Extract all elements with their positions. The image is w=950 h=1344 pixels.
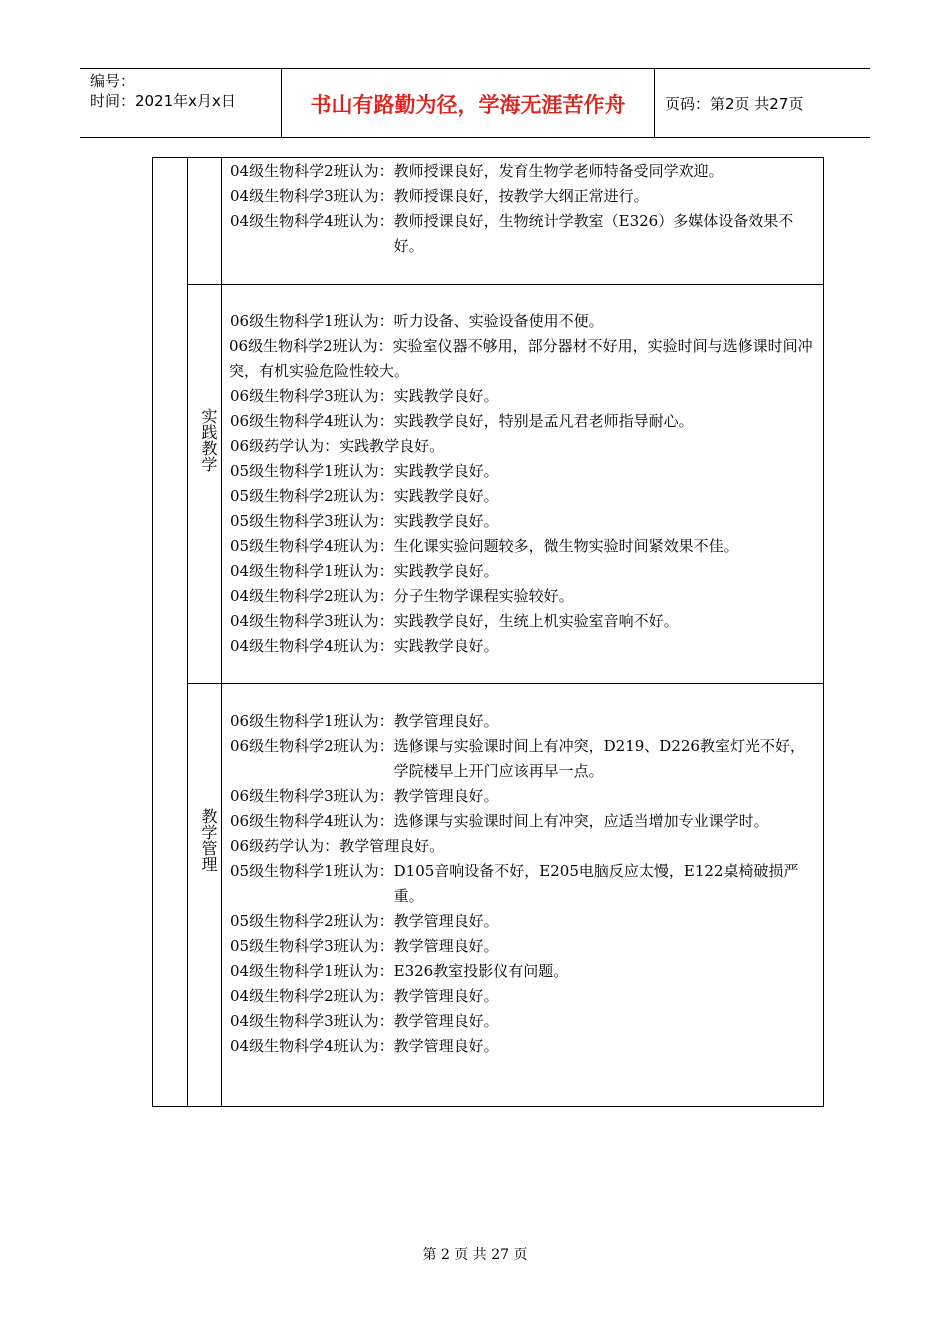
- class-name: 05级生物科学3班认为：: [230, 512, 394, 530]
- class-name: 06级生物科学4班认为：: [230, 412, 394, 430]
- feedback-text: 选修课与实验课时间上有冲突，D219、D226教室灯光不好，学院楼早上开门应该再早一点。: [393, 737, 805, 780]
- section-practice: [230, 309, 818, 659]
- list-item: [230, 909, 818, 934]
- list-item: [230, 534, 818, 559]
- list-item: [230, 584, 818, 609]
- class-name: 06级生物科学4班认为：: [230, 812, 394, 830]
- feedback-text: 实验室仪器不够用，部分器材不好用，实验时间与选修课时间冲突，有机实验危险性较大。: [229, 337, 813, 380]
- feedback-text: 教学管理良好。: [393, 1012, 499, 1030]
- list-item: [230, 209, 818, 259]
- list-item: [230, 1034, 818, 1059]
- feedback-text: 教师授课良好，发育生物学老师特备受同学欢迎。: [393, 162, 724, 180]
- feedback-text: D105音响设备不好，E205电脑反应太慢，E122桌椅破损严重。: [393, 862, 799, 905]
- section-teaching-continued: [230, 159, 818, 259]
- feedback-text: 实践教学良好。: [393, 562, 499, 580]
- list-item: [230, 384, 818, 409]
- feedback-text: 教学管理良好。: [339, 837, 445, 855]
- class-name: 06级生物科学2班认为：: [230, 737, 394, 755]
- list-item: [229, 334, 818, 384]
- class-name: 04级生物科学3班认为：: [230, 187, 394, 205]
- list-item: [230, 609, 818, 634]
- class-name: 04级生物科学2班认为：: [230, 587, 394, 605]
- class-name: 06级生物科学1班认为：: [230, 712, 394, 730]
- list-item: [230, 484, 818, 509]
- class-name: 04级生物科学4班认为：: [230, 637, 394, 655]
- header-motto-cell: [282, 69, 655, 137]
- feedback-text: 实践教学良好。: [339, 437, 445, 455]
- list-item: [230, 409, 818, 434]
- class-name: 04级生物科学4班认为：: [230, 212, 394, 230]
- class-name: 05级生物科学3班认为：: [230, 937, 394, 955]
- evaluation-table: [152, 157, 824, 1107]
- list-item: [230, 984, 818, 1009]
- list-item: [230, 809, 818, 834]
- class-name: 06级生物科学2班认为：: [229, 337, 393, 355]
- list-item: [230, 784, 818, 809]
- feedback-text: 实践教学良好。: [393, 387, 499, 405]
- list-item: [230, 559, 818, 584]
- feedback-text: 实践教学良好，生统上机实验室音响不好。: [393, 612, 679, 630]
- feedback-text: 教学管理良好。: [393, 987, 499, 1005]
- class-name: 06级药学认为：: [230, 837, 340, 855]
- row-label-practice: 实践教学: [199, 408, 218, 472]
- feedback-text: 教学管理良好。: [393, 912, 499, 930]
- page-footer: 第 2 页 共 27 页: [422, 1247, 528, 1263]
- feedback-text: 教学管理良好。: [393, 1037, 499, 1055]
- feedback-text: 教师授课良好，按教学大纲正常进行。: [393, 187, 649, 205]
- class-name: 06级生物科学1班认为：: [230, 312, 394, 330]
- list-item: [230, 1009, 818, 1034]
- list-item: [230, 859, 818, 909]
- class-name: 04级生物科学3班认为：: [230, 1012, 394, 1030]
- class-name: 04级生物科学3班认为：: [230, 612, 394, 630]
- list-item: [230, 834, 818, 859]
- list-item: [230, 934, 818, 959]
- feedback-text: 教学管理良好。: [393, 937, 499, 955]
- class-name: 05级生物科学1班认为：: [230, 862, 394, 880]
- class-name: 04级生物科学1班认为：: [230, 962, 394, 980]
- feedback-text: 实践教学良好。: [393, 462, 499, 480]
- list-item: [230, 309, 818, 334]
- feedback-text: 听力设备、实验设备使用不便。: [393, 312, 604, 330]
- list-item: [230, 184, 818, 209]
- list-item: [230, 459, 818, 484]
- table-row-divider: [187, 683, 823, 684]
- feedback-text: 分子生物学课程实验较好。: [393, 587, 574, 605]
- feedback-text: 实践教学良好。: [393, 512, 499, 530]
- class-name: 06级生物科学3班认为：: [230, 387, 394, 405]
- feedback-text: E326教室投影仪有问题。: [393, 962, 569, 980]
- feedback-text: 教学管理良好。: [393, 787, 499, 805]
- class-name: 04级生物科学1班认为：: [230, 562, 394, 580]
- list-item: [230, 959, 818, 984]
- feedback-text: 生化课实验问题较多，微生物实验时间紧效果不佳。: [393, 537, 739, 555]
- class-name: 06级药学认为：: [230, 437, 340, 455]
- header-page-number: 页码：第2页 共27页: [665, 95, 804, 113]
- table-divider: [221, 158, 222, 1106]
- table-row-divider: [187, 284, 823, 285]
- page-header: [80, 68, 870, 138]
- table-divider: [187, 158, 188, 1106]
- list-item: [230, 734, 818, 784]
- class-name: 04级生物科学4班认为：: [230, 1037, 394, 1055]
- class-name: 06级生物科学3班认为：: [230, 787, 394, 805]
- list-item: [230, 709, 818, 734]
- feedback-text: 实践教学良好，特别是孟凡君老师指导耐心。: [393, 412, 694, 430]
- list-item: [230, 634, 818, 659]
- document-date: 时间：2021年x月x日: [90, 92, 236, 110]
- feedback-text: 选修课与实验课时间上有冲突，应适当增加专业课学时。: [393, 812, 769, 830]
- list-item: [230, 509, 818, 534]
- feedback-text: 教学管理良好。: [393, 712, 499, 730]
- list-item: [230, 159, 818, 184]
- feedback-text: 实践教学良好。: [393, 637, 499, 655]
- header-meta-cell: [80, 69, 282, 137]
- feedback-text: 教师授课良好，生物统计学教室（E326）多媒体设备效果不好。: [393, 212, 794, 255]
- document-number: 编号：: [90, 72, 136, 90]
- class-name: 04级生物科学2班认为：: [230, 162, 394, 180]
- row-label-management: 教学管理: [199, 808, 218, 872]
- class-name: 05级生物科学2班认为：: [230, 912, 394, 930]
- header-page-cell: [655, 69, 870, 137]
- class-name: 04级生物科学2班认为：: [230, 987, 394, 1005]
- class-name: 05级生物科学4班认为：: [230, 537, 394, 555]
- class-name: 05级生物科学1班认为：: [230, 462, 394, 480]
- list-item: [230, 434, 818, 459]
- header-motto: 书山有路勤为径，学海无涯苦作舟: [310, 93, 626, 117]
- class-name: 05级生物科学2班认为：: [230, 487, 394, 505]
- section-management: [230, 709, 818, 1059]
- feedback-text: 实践教学良好。: [393, 487, 499, 505]
